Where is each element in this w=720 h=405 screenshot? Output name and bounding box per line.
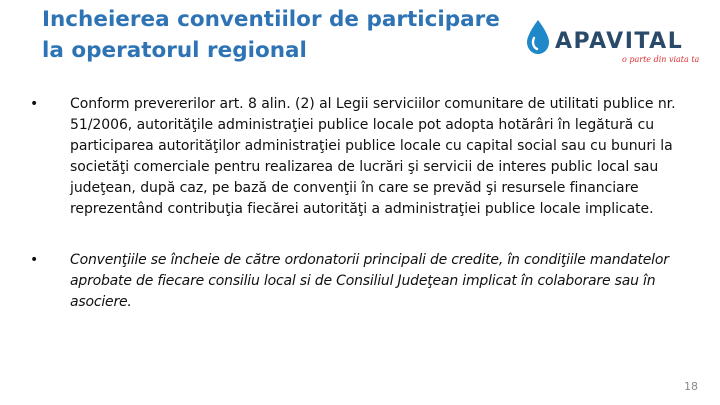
- bullet-dot: •: [30, 96, 39, 112]
- bullet-text: Conform prevererilor art. 8 alin. (2) al Legii serviciilor comunitare de utilitati publice nr. 51/2006, autorităţile administraţiei publice locale pot adopta hotărâri în legătură cu participarea autorităţilor administraţiei publice locale cu capital social sau cu bunuri la societăţi comerciale pentru realizarea de lucrări şi servicii de interes public local sau judeţean, după caz, pe bază de convenţii în care se prevăd şi resursele financiare reprezentând contribuţia fiecărei autorităţi a administraţiei publice locale implicate.: [70, 96, 676, 217]
- svg-text:APAVITAL: APAVITAL: [555, 29, 684, 54]
- bullet-list: [30, 94, 690, 313]
- water-drop-icon: [527, 20, 549, 54]
- slide-title: Incheierea conventiilor de participare la operatorul regional: [42, 7, 500, 63]
- apavital-logo: [524, 16, 700, 66]
- page-number: 18: [684, 380, 698, 393]
- svg-text:o parte din viata ta: o parte din viata ta: [622, 55, 700, 64]
- bullet-text: Convenţiile se încheie de către ordonatorii principali de credite, în condiţiile mandatelor aprobate de fiecare consiliu local si de Consiliul Judeţean implicat în colaborare sau în asociere.: [70, 252, 669, 310]
- bullet-item: [30, 250, 690, 313]
- bullet-dot: •: [30, 252, 39, 268]
- bullet-item: [30, 94, 690, 220]
